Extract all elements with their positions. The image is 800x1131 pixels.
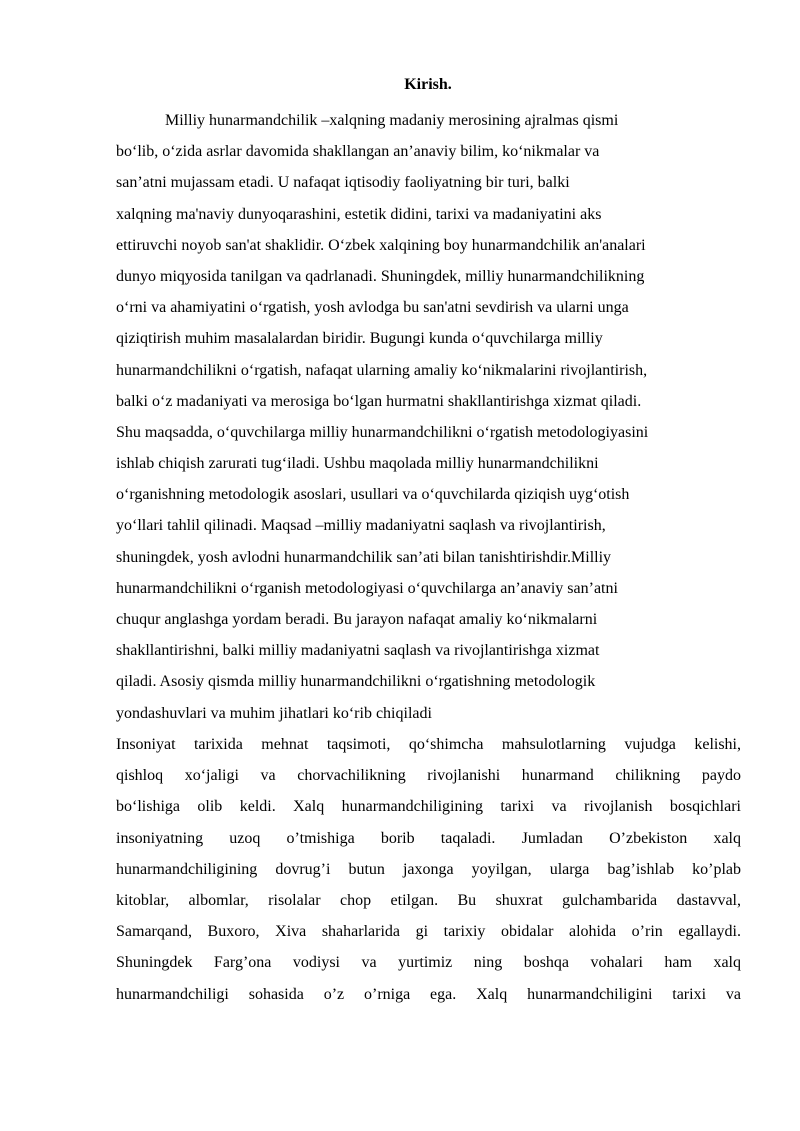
text-line: o‘rni va ahamiyatini o‘rgatish, yosh avlodga bu san'atni sevdirish va ularni unga <box>116 299 629 317</box>
intro-paragraph <box>116 105 756 729</box>
body-paragraph <box>116 729 741 1010</box>
text-line: xalqning ma'naviy dunyoqarashini, estetik didini, tarixi va madaniyatini aks <box>116 205 602 223</box>
text-line: chuqur anglashga yordam beradi. Bu jarayon nafaqat amaliy ko‘nikmalarni <box>116 611 598 628</box>
text-line: yo‘llari tahlil qilinadi. Maqsad –milliy madaniyatni saqlash va rivojlantirish, <box>116 517 606 535</box>
text-line: Samarqand, Buxoro, Xiva shaharlarida gi tarixiy obidalar alohida o’rin egallaydi. <box>116 923 741 941</box>
text-line: Insoniyat tarixida mehnat taqsimoti, qo‘shimcha mahsulotlarning vujudga kelishi, <box>116 736 741 753</box>
section-title: Kirish. <box>404 76 452 93</box>
text-line: san’atni mujassam etadi. U nafaqat iqtisodiy faoliyatning bir turi, balki <box>116 174 570 192</box>
text-line: ishlab chiqish zarurati tug‘iladi. Ushbu maqolada milliy hunarmandchilikni <box>116 455 599 473</box>
text-line: bo‘lib, o‘zida asrlar davomida shakllangan an’anaviy bilim, ko‘nikmalar va <box>116 143 600 161</box>
text-line: qishloq xo‘jaligi va chorvachilikning rivojlanishi hunarmand chilikning paydo <box>116 767 741 785</box>
text-line: hunarmandchilikni o‘rgatish, nafaqat ularning amaliy ko‘nikmalarini rivojlantirish, <box>116 361 648 379</box>
text-line: shakllantirishni, balki milliy madaniyatni saqlash va rivojlantirishga xizmat <box>116 642 600 660</box>
text-line: Shuningdek Farg’ona vodiysi va yurtimiz ning boshqa vohalari ham xalq <box>116 954 741 972</box>
text-line: hunarmandchiligining dovrug’i butun jaxonga yoyilgan, ularga bag’ishlab ko’plab <box>116 860 741 878</box>
text-line: hunarmandchilikni o‘rganish metodologiyasi o‘quvchilarga an’anaviy san’atni <box>116 579 618 597</box>
text-line: balki o‘z madaniyati va merosiga bo‘lgan hurmatni shakllantirishga xizmat qiladi. <box>116 392 642 410</box>
text-line: qiziqtirish muhim masalalardan biridir. Bugungi kunda o‘quvchilarga milliy <box>116 330 603 348</box>
text-line: o‘rganishning metodologik asoslari, usullari va o‘quvchilarda qiziqish uyg‘otish <box>116 486 630 504</box>
text-line: Milliy hunarmandchilik –xalqning madaniy merosining ajralmas qismi <box>165 112 619 129</box>
text-line: kitoblar, albomlar, risolalar chop etilgan. Bu shuxrat gulchambarida dastavval, <box>116 891 741 909</box>
text-line: ettiruvchi noyob san'at shaklidir. O‘zbek xalqining boy hunarmandchilik an'analari <box>116 236 646 254</box>
text-line: Shu maqsadda, o‘quvchilarga milliy hunarmandchilikni o‘rgatish metodologiyasini <box>116 423 649 441</box>
text-line: hunarmandchiligi sohasida o’z o’rniga ega. Xalq hunarmandchiligini tarixi va <box>116 985 741 1003</box>
text-line: insoniyatning uzoq o’tmishiga borib taqaladi. Jumladan O’zbekiston xalq <box>116 829 741 847</box>
text-line: bo‘lishiga olib keldi. Xalq hunarmandchiligining tarixi va rivojlanish bosqichlari <box>116 798 741 816</box>
text-line: qiladi. Asosiy qismda milliy hunarmandchilikni o‘rgatishning metodologik <box>116 673 596 691</box>
text-line: shuningdek, yosh avlodni hunarmandchilik san’ati bilan tanishtirishdir.Milliy <box>116 548 612 566</box>
text-line: yondashuvlari va muhim jihatlari ko‘rib chiqiladi <box>116 704 432 722</box>
text-line: dunyo miqyosida tanilgan va qadrlanadi. Shuningdek, milliy hunarmandchilikning <box>116 267 645 285</box>
